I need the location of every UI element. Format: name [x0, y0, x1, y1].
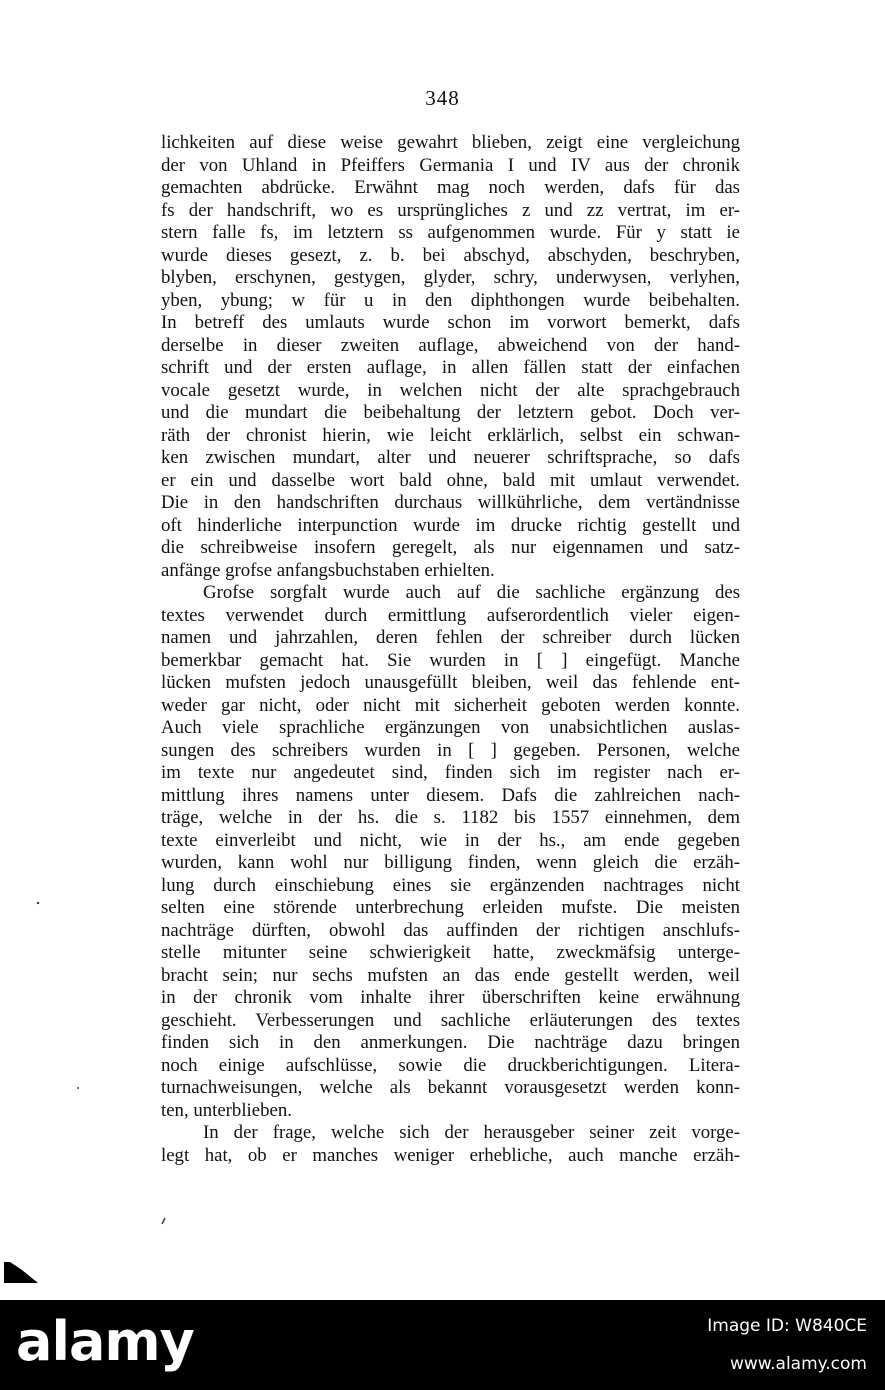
text-line: lichkeiten auf diese weise gewahrt blieben, zeigt eine vergleichung [161, 132, 740, 153]
watermark-banner [0, 1300, 885, 1390]
scan-speck [37, 902, 39, 904]
text-line: selten eine störende unterbrechung erleiden mufste. Die meisten [161, 897, 740, 918]
text-line: In betreff des umlauts wurde schon im vorwort bemerkt, dafs [161, 312, 740, 333]
text-line: textes verwendet durch ermittlung aufserordentlich vieler eigen- [161, 604, 740, 626]
text-line: und die mundart die beibehaltung der letztern gebot. Doch ver- [161, 402, 740, 423]
text-line: die schreibweise insofern geregelt, als nur eigennamen und satz- [161, 537, 740, 558]
text-line: texte einverleibt und nicht, wie in der hs., am ende gegeben [161, 829, 740, 851]
text-line: namen und jahrzahlen, deren fehlen der schreiber durch lücken [161, 627, 740, 648]
text-line: wurde dieses gesezt, z. b. bei abschyd, abschyden, beschryben, [161, 244, 740, 266]
text-line: schrift und der ersten auflage, in allen fällen statt der einfachen [161, 357, 740, 378]
text-line: geschieht. Verbesserungen und sachliche erläuterungen des textes [161, 1009, 740, 1031]
text-line: nachträge dürften, obwohl das auffinden der richtigen anschlufs- [161, 919, 740, 941]
text-line: in der chronik vom inhalte ihrer überschriften keine erwähnung [161, 987, 740, 1008]
text-line: träge, welche in der hs. die s. 1182 bis 1557 einnehmen, dem [161, 807, 740, 828]
text-line: legt hat, ob er manches weniger erhebliche, auch manche erzäh- [161, 1144, 740, 1166]
text-line: noch einige aufschlüsse, sowie die druckberichtigungen. Litera- [161, 1054, 740, 1076]
text-line: derselbe in dieser zweiten auflage, abweichend von der hand- [161, 334, 740, 356]
text-line: finden sich in den anmerkungen. Die nachträge dazu bringen [161, 1032, 740, 1053]
text-line: mittlung ihres namens unter diesem. Dafs die zahlreichen nach- [161, 784, 740, 806]
text-line: stelle mitunter seine schwierigkeit hatte, zweckmäfsig unterge- [161, 942, 740, 963]
text-line: fs der handschrift, wo es ursprüngliches z und zz vertrat, im er- [161, 199, 740, 221]
text-line: er ein und dasselbe wort bald ohne, bald mit umlaut verwendet. [161, 469, 740, 491]
page-number: 348 [425, 86, 460, 110]
text-line: bemerkbar gemacht hat. Sie wurden in [ ] eingefügt. Manche [161, 649, 740, 671]
body-text [161, 132, 740, 1167]
text-line: weder gar nicht, oder nicht mit sicherheit geboten werden konnte. [161, 694, 740, 716]
text-line: lung durch einschiebung eines sie ergänzenden nachtrages nicht [161, 874, 740, 896]
text-line: lücken mufsten jedoch unausgefüllt bleiben, weil das fehlende ent- [161, 672, 740, 693]
brand-logo: alamy [16, 1310, 194, 1373]
site-url: www.alamy.com [729, 1354, 867, 1374]
text-line: wurden, kann wohl nur billigung finden, wenn gleich die erzäh- [161, 852, 740, 873]
text-line: im texte nur angedeutet sind, finden sich im register nach er- [161, 762, 740, 783]
paragraph-end-line: anfänge grofse anfangsbuchstaben erhielten. [161, 559, 495, 581]
paragraph-start-line: Grofse sorgfalt wurde auch auf die sachliche ergänzung des [203, 582, 740, 603]
text-line: vocale gesetzt wurde, in welchen nicht der alte sprachgebrauch [161, 379, 740, 401]
text-line: sungen des schreibers wurden in [ ] gegeben. Personen, welche [161, 739, 740, 761]
text-line: räth der chronist hierin, wie leicht erklärlich, selbst ein schwan- [161, 424, 740, 446]
text-line: oft hinderliche interpunction wurde im drucke richtig gestellt und [161, 514, 740, 536]
text-line: der von Uhland in Pfeiffers Germania I und IV aus der chronik [161, 154, 740, 176]
paragraph-end-line: ten, unterblieben. [161, 1099, 292, 1121]
text-line: Auch viele sprachliche ergänzungen von unabsichtlichen auslas- [161, 717, 740, 738]
text-line: Die in den handschriften durchaus willkührliche, dem vertändnisse [161, 492, 740, 513]
text-line: yben, ybung; w für u in den diphthongen wurde beibehalten. [161, 289, 740, 311]
image-id-label: Image ID: W840CE [707, 1316, 867, 1336]
text-line: blyben, erschynen, gestygen, glyder, schry, underwysen, verlyhen, [161, 267, 740, 288]
scan-speck [77, 1087, 79, 1089]
text-line: ken zwischen mundart, alter und neuerer schriftsprache, so dafs [161, 447, 740, 468]
text-line: stern falle fs, im letztern ss aufgenommen wurde. Für y statt ie [161, 222, 740, 243]
text-line: turnachweisungen, welche als bekannt vorausgesetzt werden konn- [161, 1077, 740, 1098]
text-line: gemachten abdrücke. Erwähnt mag noch werden, dafs für das [161, 177, 740, 198]
scan-edge-mark [4, 1262, 38, 1283]
paragraph-start-line: In der frage, welche sich der herausgeber seiner zeit vorge- [203, 1122, 740, 1143]
scan-speck [162, 1218, 165, 1224]
text-line: bracht sein; nur sechs mufsten an das ende gestellt werden, weil [161, 964, 740, 986]
